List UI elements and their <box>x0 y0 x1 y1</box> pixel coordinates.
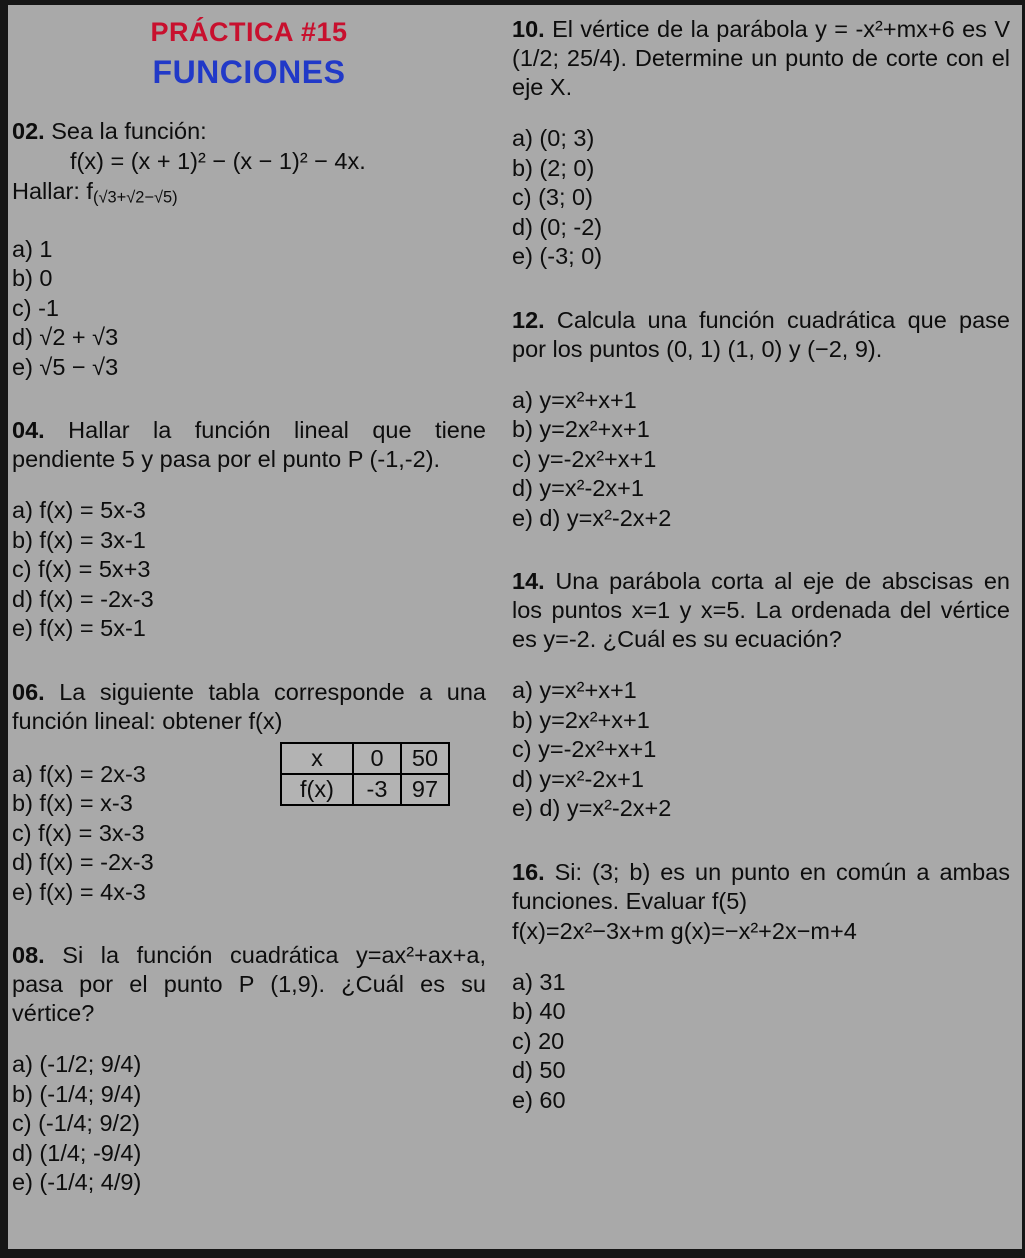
problem-text: Calcula una función cuadrática que pase por los puntos (0, 1) (1, 0) y (−2, 9). <box>512 306 1010 362</box>
option: e) d) y=x²-2x+2 <box>512 504 672 531</box>
problem-14 <box>512 567 1010 824</box>
option: b) 0 <box>12 265 53 292</box>
options-list <box>512 386 1010 534</box>
option: c) -1 <box>12 294 59 321</box>
problem-text: La siguiente tabla corresponde a una función lineal: obtener f(x) <box>12 678 486 734</box>
option: a) f(x) = 5x-3 <box>12 497 146 524</box>
values-table <box>280 742 450 806</box>
option: a) y=x²+x+1 <box>512 386 637 413</box>
option: a) y=x²+x+1 <box>512 677 637 703</box>
option: e) (-3; 0) <box>512 243 603 269</box>
option: b) (2; 0) <box>512 154 595 181</box>
option: d) y=x²-2x+1 <box>512 475 644 501</box>
option: e) √5 − √3 <box>12 353 119 380</box>
problem-number: 06. <box>12 678 45 705</box>
problem-formula: f(x)=2x²−3x+m g(x)=−x²+2x−m+4 <box>512 917 857 944</box>
option: d) 50 <box>512 1057 566 1083</box>
problem-06 <box>12 678 486 908</box>
option: e) (-1/4; 4/9) <box>12 1169 142 1196</box>
problem-text: Si: (3; b) es un punto en común a ambas funciones. Evaluar f(5) <box>512 858 1010 914</box>
table-row <box>281 774 449 805</box>
problem-16 <box>512 858 1010 1116</box>
option: a) f(x) = 2x-3 <box>12 760 146 787</box>
option: d) √2 + √3 <box>12 324 119 351</box>
problem-04 <box>12 416 486 644</box>
options-list <box>12 235 486 383</box>
columns <box>12 15 1010 1198</box>
problem-statement <box>512 567 1010 654</box>
option: c) y=-2x²+x+1 <box>512 736 657 762</box>
table-cell: x <box>281 743 353 774</box>
option: c) (3; 0) <box>512 184 593 210</box>
problem-08 <box>12 941 486 1198</box>
problem-02 <box>12 117 486 382</box>
right-column <box>512 15 1010 1198</box>
options-list <box>12 496 486 644</box>
worksheet-header <box>12 17 486 91</box>
table-cell: -3 <box>353 774 401 805</box>
problem-number: 08. <box>12 942 45 969</box>
table-cell: f(x) <box>281 774 353 805</box>
option: a) (0; 3) <box>512 125 595 151</box>
problem-text: El vértice de la parábola y = -x²+mx+6 es V (1/2; 25/4). Determine un punto de corte con el eje X. <box>512 16 1011 100</box>
option: b) 40 <box>512 998 566 1024</box>
problem-10 <box>512 15 1010 272</box>
options-list <box>512 124 1010 272</box>
problem-text: Sea la función: <box>51 118 207 144</box>
options-list <box>512 676 1010 824</box>
table-row <box>281 743 449 774</box>
table-cell: 97 <box>401 774 449 805</box>
problem-statement <box>12 678 486 736</box>
problem-number: 14. <box>512 568 545 594</box>
worksheet-title: PRÁCTICA #15 <box>150 17 348 47</box>
worksheet-page <box>8 5 1022 1249</box>
table-cell: 50 <box>401 743 449 774</box>
option: c) f(x) = 3x-3 <box>12 819 145 846</box>
option: e) f(x) = 4x-3 <box>12 878 146 905</box>
problem-formula: f(x) = (x + 1)² − (x − 1)² − 4x. <box>70 148 366 174</box>
options-list <box>512 968 1010 1116</box>
option: b) (-1/4; 9/4) <box>12 1080 142 1107</box>
option: a) 31 <box>512 968 566 995</box>
problem-number: 02. <box>12 118 45 144</box>
option: e) d) y=x²-2x+2 <box>512 795 672 821</box>
option: e) f(x) = 5x-1 <box>12 615 146 642</box>
problem-text: Hallar la función lineal que tiene pendiente 5 y pasa por el punto P (-1,-2). <box>12 417 487 473</box>
worksheet-subtitle: FUNCIONES <box>152 54 346 90</box>
table-cell: 0 <box>353 743 401 774</box>
problem-statement <box>12 117 486 146</box>
option: c) 20 <box>512 1027 565 1054</box>
hallar-line <box>12 176 486 213</box>
option: b) y=2x²+x+1 <box>512 416 650 442</box>
problem-text: Una parábola corta al eje de abscisas en los puntos x=1 y x=5. La ordenada del vértice es y=-2. ¿Cuál es su ecuación? <box>512 568 1011 652</box>
option: c) y=-2x²+x+1 <box>512 445 657 472</box>
problem-number: 10. <box>512 16 545 42</box>
option: d) (1/4; -9/4) <box>12 1139 142 1166</box>
problem-statement <box>512 858 1010 916</box>
option: e) 60 <box>512 1086 566 1113</box>
problem-statement <box>12 416 486 474</box>
options-list <box>12 1050 486 1198</box>
problem-number: 04. <box>12 417 45 444</box>
left-column <box>12 15 486 1198</box>
option: d) f(x) = -2x-3 <box>12 849 154 876</box>
problem-text: Si la función cuadrática y=ax²+ax+a, pasa por el punto P (1,9). ¿Cuál es su vértice? <box>12 942 486 1027</box>
problem-12 <box>512 306 1010 534</box>
option: b) y=2x²+x+1 <box>512 706 650 733</box>
option: d) y=x²-2x+1 <box>512 765 644 792</box>
option: d) f(x) = -2x-3 <box>12 585 154 612</box>
option: a) (-1/2; 9/4) <box>12 1051 142 1078</box>
option: b) f(x) = 3x-1 <box>12 526 146 553</box>
option: c) f(x) = 5x+3 <box>12 556 151 583</box>
problem-statement <box>512 306 1010 364</box>
option: d) (0; -2) <box>512 213 603 240</box>
hallar-subscript: (√3+√2−√5) <box>92 188 178 207</box>
problem-number: 12. <box>512 306 545 333</box>
option: a) 1 <box>12 235 53 262</box>
option: b) f(x) = x-3 <box>12 790 133 817</box>
problem-statement <box>12 941 486 1028</box>
options-and-table <box>12 736 486 908</box>
problem-statement <box>512 15 1010 102</box>
problem-number: 16. <box>512 858 545 885</box>
hallar-prefix: Hallar: f <box>12 178 93 204</box>
option: c) (-1/4; 9/2) <box>12 1110 140 1137</box>
options-list <box>12 760 280 908</box>
